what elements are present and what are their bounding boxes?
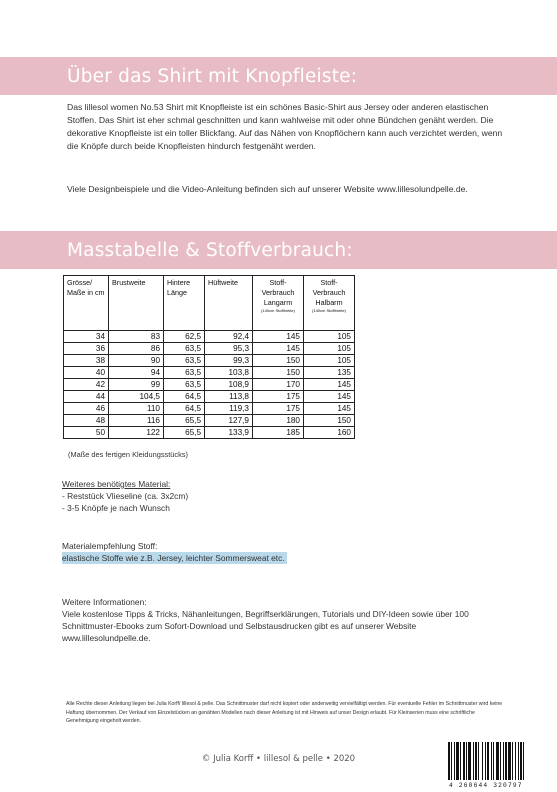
table-cell: 135 bbox=[304, 367, 355, 379]
table-cell: 105 bbox=[304, 331, 355, 343]
table-cell: 65,5 bbox=[164, 427, 205, 439]
table-cell: 50 bbox=[64, 427, 109, 439]
table-row bbox=[64, 331, 355, 343]
table-row bbox=[64, 379, 355, 391]
fabric-heading: Materialempfehlung Stoff: bbox=[62, 541, 158, 551]
table-row bbox=[64, 343, 355, 355]
table-cell: 108,9 bbox=[205, 379, 253, 391]
table-row bbox=[64, 391, 355, 403]
table-cell: 105 bbox=[304, 355, 355, 367]
table-cell: 42 bbox=[64, 379, 109, 391]
table-cell: 180 bbox=[253, 415, 304, 427]
table-cell: 65,5 bbox=[164, 415, 205, 427]
table-cell: 160 bbox=[304, 427, 355, 439]
table-cell: 103,8 bbox=[205, 367, 253, 379]
table-cell: 150 bbox=[304, 415, 355, 427]
table-row bbox=[64, 403, 355, 415]
table-cell: 113,8 bbox=[205, 391, 253, 403]
table-cell: 116 bbox=[109, 415, 164, 427]
header-fabric-half-label: Stoff-Verbrauch Halbarm bbox=[312, 278, 346, 307]
table-cell: 175 bbox=[253, 391, 304, 403]
header-fabric-half-note: (140cm Stoffbreite) bbox=[312, 308, 346, 313]
table-cell: 64,5 bbox=[164, 391, 205, 403]
material-heading: Weiteres benötigtes Material: bbox=[62, 479, 171, 489]
table-cell: 145 bbox=[304, 379, 355, 391]
intro-paragraph: Das lillesol women No.53 Shirt mit Knopfleiste ist ein schönes Basic-Shirt aus Jersey oder anderen elastischen Stoffen. Das Shirt ist eher schmal geschnitten und kann wahlweise mit oder ohne Bündchen genäht werden. Die dekorative Knopfleiste ist ein toller Blickfang. Auf das Nähen von Knopflöchern kann auch verzichtet werden, wenn die Knöpfe durch beide Knopfleisten hindurch festgenäht werden. bbox=[67, 102, 503, 151]
table-cell: 175 bbox=[253, 403, 304, 415]
table-cell: 122 bbox=[109, 427, 164, 439]
header-fabric-half-sleeve bbox=[304, 276, 355, 331]
table-cell: 63,5 bbox=[164, 343, 205, 355]
header-back-length: Hintere Länge bbox=[164, 276, 205, 331]
table-cell: 99 bbox=[109, 379, 164, 391]
header-size: Grösse/ Maße in cm bbox=[64, 276, 109, 331]
table-cell: 44 bbox=[64, 391, 109, 403]
table-row bbox=[64, 415, 355, 427]
info-text: Viele kostenlose Tipps & Tricks, Nähanleitungen, Begriffserklärungen, Tutorials und DIY-Ideen sowie über 100 Schnittmuster-Ebooks zum Sofort-Download und Selbstausdrucken gibt es auf unserer Website www.lillesolundpelle.de. bbox=[62, 609, 469, 643]
website-paragraph: Viele Designbeispiele und die Video-Anleitung befinden sich auf unserer Website www.lillesolundpelle.de. bbox=[67, 184, 468, 194]
material-item: - Reststück Vlieseline (ca. 3x2cm) bbox=[62, 491, 189, 501]
table-cell: 127,9 bbox=[205, 415, 253, 427]
table-cell: 63,5 bbox=[164, 367, 205, 379]
table-cell: 38 bbox=[64, 355, 109, 367]
table-cell: 40 bbox=[64, 367, 109, 379]
table-cell: 150 bbox=[253, 367, 304, 379]
table-cell: 119,3 bbox=[205, 403, 253, 415]
table-cell: 94 bbox=[109, 367, 164, 379]
table-cell: 104,5 bbox=[109, 391, 164, 403]
table-cell: 90 bbox=[109, 355, 164, 367]
header-fabric-long-note: (140cm Stoffbreite) bbox=[261, 308, 295, 313]
material-item: - 3-5 Knöpfe je nach Wunsch bbox=[62, 503, 170, 513]
header-fabric-long-label: Stoff-Verbrauch Langarm bbox=[261, 278, 295, 307]
table-cell: 34 bbox=[64, 331, 109, 343]
table-cell: 170 bbox=[253, 379, 304, 391]
table-cell: 145 bbox=[253, 343, 304, 355]
fabric-recommendation-section bbox=[62, 540, 287, 564]
table-cell: 133,9 bbox=[205, 427, 253, 439]
table-cell: 86 bbox=[109, 343, 164, 355]
table-row bbox=[64, 367, 355, 379]
table-row bbox=[64, 427, 355, 439]
size-table-header bbox=[64, 276, 355, 331]
size-table bbox=[63, 275, 355, 439]
table-cell: 63,5 bbox=[164, 355, 205, 367]
table-cell: 110 bbox=[109, 403, 164, 415]
table-cell: 145 bbox=[304, 403, 355, 415]
table-cell: 99,3 bbox=[205, 355, 253, 367]
fabric-recommendation-text: elastische Stoffe wie z.B. Jersey, leichter Sommersweat etc. bbox=[62, 553, 285, 563]
legal-notice: Alle Rechte dieser Anleitung liegen bei Julia Korff/ lillesol & pelle. Das Schnittmuster darf nicht kopiert oder anderweitig vervielfältigt werden. Für eventuelle Fehler im Schnittmuster wird keine Haftung übernommen. Der Verkauf von Einzelstücken an genähten Modellen nach dieser Anleitung ist mit Hinweis auf unser Design erlaubt. Für Kleinserien muss eine schriftliche Genehmigung eingeholt werden. bbox=[66, 701, 503, 725]
info-heading: Weitere Informationen: bbox=[62, 597, 147, 607]
table-cell: 185 bbox=[253, 427, 304, 439]
section-banner-about bbox=[0, 57, 557, 95]
table-cell: 46 bbox=[64, 403, 109, 415]
table-cell: 64,5 bbox=[164, 403, 205, 415]
table-cell: 145 bbox=[304, 391, 355, 403]
table-cell: 92,4 bbox=[205, 331, 253, 343]
table-cell: 83 bbox=[109, 331, 164, 343]
header-fabric-long-sleeve bbox=[253, 276, 304, 331]
section-title-measurements: Masstabelle & Stoffverbrauch: bbox=[67, 239, 353, 261]
table-cell: 63,5 bbox=[164, 379, 205, 391]
table-cell: 150 bbox=[253, 355, 304, 367]
table-cell: 36 bbox=[64, 343, 109, 355]
section-title-about: Über das Shirt mit Knopfleiste: bbox=[67, 65, 358, 87]
table-cell: 145 bbox=[253, 331, 304, 343]
table-cell: 62,5 bbox=[164, 331, 205, 343]
header-bust: Brustweite bbox=[109, 276, 164, 331]
table-cell: 48 bbox=[64, 415, 109, 427]
barcode-number: 4 260644 320797 bbox=[449, 782, 523, 789]
further-info-section bbox=[62, 596, 502, 644]
copyright-footer: © Julia Korff • lillesol & pelle • 2020 bbox=[201, 754, 356, 764]
table-note: (Maße des fertigen Kleidungsstücks) bbox=[68, 450, 188, 459]
header-hip: Hüftweite bbox=[205, 276, 253, 331]
table-cell: 105 bbox=[304, 343, 355, 355]
table-cell: 95,3 bbox=[205, 343, 253, 355]
table-row bbox=[64, 355, 355, 367]
section-banner-measurements bbox=[0, 231, 557, 269]
material-section bbox=[62, 478, 188, 514]
